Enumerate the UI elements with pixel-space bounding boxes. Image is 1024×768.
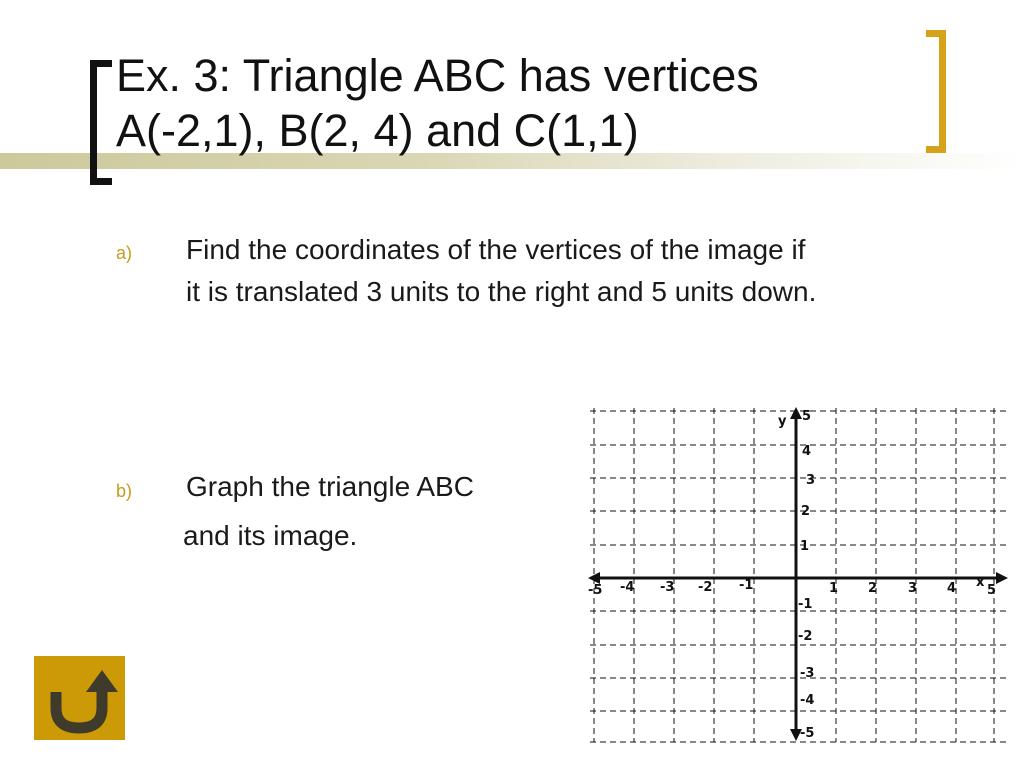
y-tick-label: -3 (800, 666, 815, 681)
y-axis-label: y (778, 414, 787, 429)
y-tick-label: 1 (800, 539, 810, 554)
bullet-b-line-2: and its image. (183, 520, 358, 551)
left-bracket-decoration (90, 60, 112, 185)
x-tick-label: -2 (698, 580, 713, 595)
return-arrow-icon (34, 656, 125, 740)
x-tick-label: 4 (947, 581, 957, 596)
x-tick-label: 2 (868, 581, 878, 596)
y-tick-label: 4 (802, 444, 812, 459)
bullet-b-line-1: Graph the triangle ABC (186, 471, 474, 502)
title-line-2: A(-2,1), B(2, 4) and C(1,1) (116, 105, 639, 156)
y-tick-label: 5 (802, 409, 812, 424)
x-tick-label: 1 (829, 581, 839, 596)
x-tick-label: 5 (987, 583, 997, 598)
title-line-1: Ex. 3: Triangle ABC has vertices (116, 50, 759, 101)
y-tick-label: -5 (800, 726, 815, 741)
x-axis-right-arrow (996, 572, 1008, 584)
x-axis-label: x (976, 575, 985, 590)
bullet-a-line-2: it is translated 3 units to the right and 5 units down. (186, 276, 817, 307)
x-tick-label: -5 (588, 583, 603, 598)
y-tick-label: -2 (798, 629, 813, 644)
right-bracket-decoration (926, 30, 946, 153)
slide-title (116, 48, 916, 158)
y-tick-label: -1 (798, 597, 813, 612)
x-tick-label: -4 (620, 580, 635, 595)
x-tick-label: -1 (739, 578, 754, 593)
bullet-a-marker: a) (116, 243, 133, 263)
x-tick-label: 3 (908, 581, 918, 596)
bullet-a-text (186, 229, 816, 313)
y-tick-label: -4 (800, 693, 815, 708)
y-tick-label: 2 (801, 504, 811, 519)
coordinate-grid (586, 404, 1010, 744)
bullet-b-marker: b) (116, 481, 133, 501)
bullet-a-line-1: Find the coordinates of the vertices of the image if (186, 234, 806, 265)
x-tick-label: -3 (660, 580, 675, 595)
y-tick-label: 3 (806, 473, 816, 488)
y-axis-top-arrow (790, 407, 802, 419)
return-button[interactable] (34, 656, 125, 740)
